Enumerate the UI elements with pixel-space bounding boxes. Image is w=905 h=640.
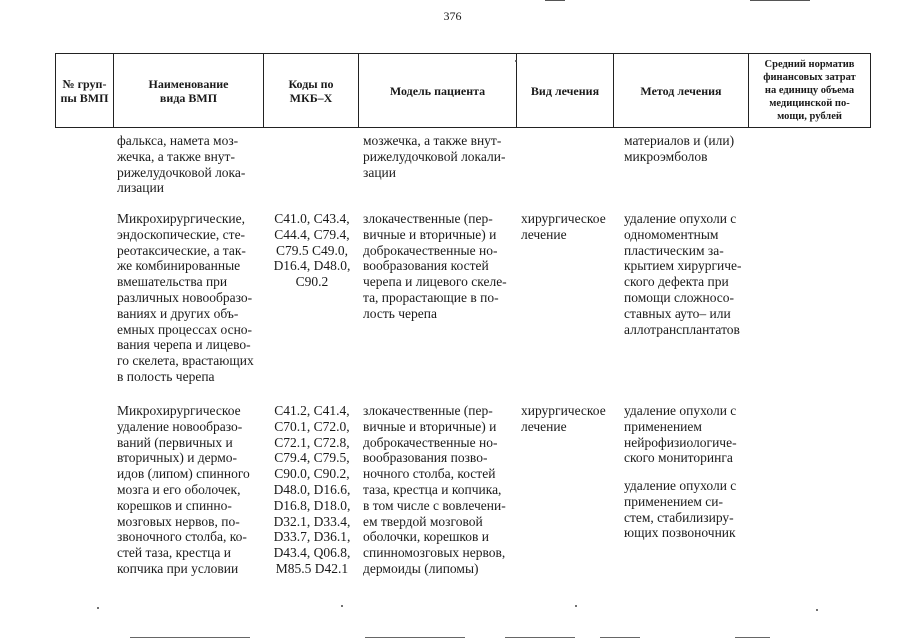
- header-group-number: № груп- пы ВМП: [56, 54, 114, 128]
- row-1-vmp-name: Микрохирургические, эндоскопические, сте- реотаксические, а так- же комбинированные вмешательства при различных новообразо- ваниях и других объ- емных процессах осно- вания черепа и лицево- го скелета, врастающих в полость черепа: [117, 211, 254, 384]
- header-treatment-method: Метод лечения: [614, 54, 749, 128]
- row-1-treatment-type: хирургическое лечение: [521, 211, 606, 242]
- scan-edge-line: [750, 0, 810, 1]
- scan-speck: [341, 605, 343, 607]
- row-2-vmp-name: Микрохирургическое удаление новообразо- ваний (первичных и вторичных) и дермо- идов (липом) спинного мозга и его оболочек, корешков и спинно- мозговых нервов, по- звоночного столба, ко- стей таза, крестца и копчика при условии: [117, 403, 250, 576]
- table-header: [55, 53, 871, 128]
- header-treatment-type: Вид лечения: [517, 54, 614, 128]
- header-icd-codes: Коды по МКБ–Х: [264, 54, 359, 128]
- scan-speck: [816, 609, 818, 611]
- scan-speck: [575, 605, 577, 607]
- header-vmp-name: Наименование вида ВМП: [114, 54, 264, 128]
- row-2-treatment-method: удаление опухоли с применением нейрофизиологиче- ского мониторинга: [624, 403, 737, 466]
- row-0-treatment-method: материалов и (или) микроэмболов: [624, 133, 735, 164]
- page-number: 376: [443, 9, 462, 23]
- row-2-treatment-method-alt: удаление опухоли с применением си- стем, стабилизиру- ющих позвоночник: [624, 478, 737, 541]
- scan-edge-line: [545, 0, 565, 1]
- scan-edge-line: [365, 637, 465, 638]
- row-1-treatment-method: удаление опухоли с одномоментным пластическим за- крытием хирургиче- ского дефекта при помощи сложносо- ставных ауто– или аллотрансплантатов: [624, 211, 742, 337]
- row-2-treatment-type: хирургическое лечение: [521, 403, 606, 434]
- header-cost-standard: Средний норматив финансовых затрат на единицу объема медицинской по- мощи, рублей: [749, 54, 871, 128]
- scan-edge-line: [130, 637, 250, 638]
- row-2-icd-codes: C41.2, C41.4, C70.1, C72.0, C72.1, C72.8, C79.4, C79.5, C90.0, C90.2, D48.0, D16.6, D16.8, D18.0, D32.1, D33.4, D33.7, D36.1, D43.4, Q06.8, M85.5 D42.1: [273, 403, 351, 576]
- header-patient-model: Модель пациента: [359, 54, 517, 128]
- row-0-patient-model: мозжечка, а также внут- рижелудочковой локали- зации: [363, 133, 506, 180]
- row-0-vmp-name: фалькса, намета моз- жечка, а также внут- рижелудочковой лока- лизации: [117, 133, 246, 196]
- scan-speck: [97, 607, 99, 609]
- row-2-patient-model: злокачественные (пер- вичные и вторичные) и доброкачественные но- вообразования позво- ночного столба, костей таза, крестца и копчика, в том числе с вовлечени- ем твердой мозговой оболочки, корешков и спинномозговых нервов, дермоиды (липомы): [363, 403, 506, 576]
- scan-speck: [515, 60, 517, 62]
- scan-edge-line: [735, 637, 770, 638]
- scan-edge-line: [505, 637, 575, 638]
- row-1-icd-codes: C41.0, C43.4, C44.4, C79.4, C79.5 C49.0, D16.4, D48.0, C90.2: [273, 211, 351, 290]
- row-1-patient-model: злокачественные (пер- вичные и вторичные) и доброкачественные но- вообразования костей черепа и лицевого скеле- та, прорастающие в по- лость черепа: [363, 211, 507, 321]
- scan-edge-line: [600, 637, 640, 638]
